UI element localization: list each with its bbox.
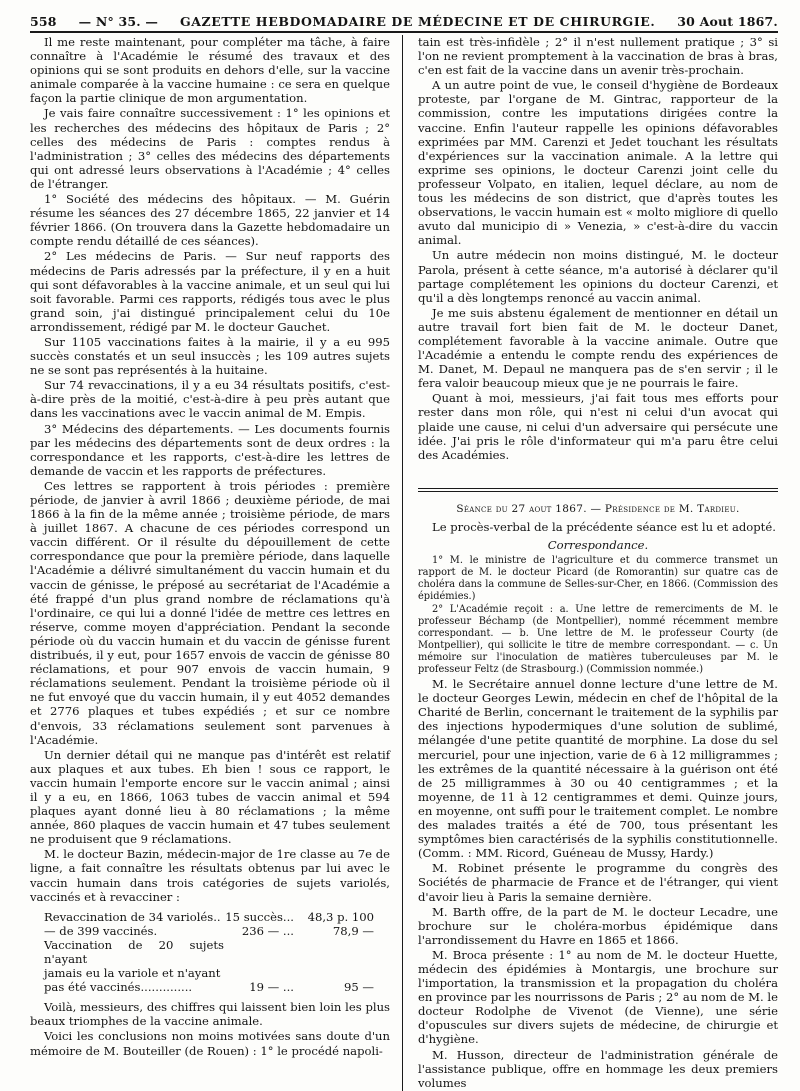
page-header <box>30 14 778 33</box>
vaccination-results-table <box>44 910 390 995</box>
paragraph: Il me reste maintenant, pour compléter ma tâche, à faire connaître à l'Académie le résumé des travaux et des opinions qui se sont produits en dehors d'elle, sur la vaccine animale comparée à la vaccine humaine : ce sera en quelque façon la partie clinique de mon argumentation. <box>30 35 390 106</box>
row-label: — de 399 vaccinés. <box>44 923 158 938</box>
paragraph: Voilà, messieurs, des chiffres qui laissent bien loin les plus beaux triomphes de la vaccine animale. <box>30 1000 390 1029</box>
columns <box>30 35 778 1091</box>
paragraph: Sur 1105 vaccinations faites à la mairie, il y a eu 995 succès constatés et un seul insuccès ; les 109 autres sujets ne se sont pas représentés à la huitaine. <box>30 334 390 378</box>
row-rate: 48,3 p. 100 <box>307 909 374 924</box>
correspondance-list <box>418 555 778 676</box>
paragraph: Voici les conclusions non moins motivées sans doute d'un mémoire de M. Bouteiller (de Rouen) : 1° le procédé napoli- <box>30 1029 390 1058</box>
paragraph: Ces lettres se rapportent à trois périodes : première période, de janvier à avril 1866 ; deuxième période, de mai 1866 à la fin de la même année ; troisième période, de mars à juillet 1867. A chacune de ces périodes correspond un vaccin différent. Or il résulte du dépouillement de cette correspondance que pour la première période, dans laquelle l'Académie a délivré simultanément du vaccin humain et du vaccin de génisse, le préposé au secrétariat de l'Académie a été frappé d'un plus grand nombre de réclamations qu'à l'ordinaire, ce qui lui a donné l'idée de mettre ces lettres en réserve, comme moyen d'appréciation. Pendant la seconde période où du vaccin humain et du vaccin de génisse furent distribués, il y eut, pour 1657 envois de vaccin de génisse 80 réclamations, et pour 907 envois de vaccin humain, 9 réclamations seulement. Pendant la troisième période où il ne fut envoyé que du vaccin humain, il y eut 4052 demandes et 2776 plaques et tubes expédiés ; et sur ce nombre d'envois, 33 réclamations seulement sont parvenues à l'Académie. <box>30 478 390 747</box>
row-label: Vaccination de 20 sujets n'ayant <box>44 937 224 966</box>
row-count: 236 — ... <box>241 923 294 938</box>
table-row <box>44 980 390 994</box>
table-row <box>44 938 390 966</box>
paragraph: M. Barth offre, de la part de M. le docteur Lecadre, une brochure sur le choléra-morbus épidémique dans l'arrondissement du Havre en 1865 et 1866. <box>418 904 778 947</box>
row-rate: 95 — <box>343 980 374 995</box>
correspondance-item: 1° M. le ministre de l'agriculture et du commerce transmet un rapport de M. le docteur Picard (de Romorantin) sur quatre cas de choléra dans la commune de Selles-sur-Cher, en 1866. (Commission des épidémies.) <box>418 555 778 603</box>
paragraph: M. le Secrétaire annuel donne lecture d'une lettre de M. le docteur Georges Lewin, médecin en chef de l'hôpital de la Charité de Berlin, concernant le traitement de la syphilis par des injections hypodermiques d'une solution de sublimé, mélangée d'une petite quantité de morphine. La dose du sel mercuriel, pour une injection, varie de 6 à 12 milligrammes ; les extrêmes de la quantité nécessaire à la guérison ont été de 25 milligrammes à 30 ou 40 centigrammes ; et la moyenne, de 11 à 12 centigrammes et demi. Quinze jours, en moyenne, ont suffi pour le traitement complet. Le nombre des malades traités a été de 700, tous présentant les symptômes bien caractérisés de la syphilis constitutionnelle. (Comm. : MM. Ricord, Guéneau de Mussy, Hardy.) <box>418 677 778 861</box>
row-label: Revaccination de 34 variolés.. <box>44 909 221 924</box>
row-count <box>224 966 294 980</box>
page-number: 558 <box>30 14 57 29</box>
paragraph: 3° Médecins des départements. — Les documents fournis par les médecins des départements sont de deux ordres : la correspondance et les rapports, c'est-à-dire les lettres de demande de vaccin et les rapports de préfectures. <box>30 421 390 478</box>
table-row <box>44 910 390 924</box>
paragraph: M. Robinet présente le programme du congrès des Sociétés de pharmacie de France et de l'étranger, qui vient d'avoir lieu à Paris la semaine dernière. <box>418 861 778 904</box>
correspondance-item: 2° L'Académie reçoit : a. Une lettre de remerciments de M. le professeur Béchamp (de Montpellier), nommé récemment membre correspondant. — b. Une lettre de M. le professeur Courty (de Montpellier), qui sollicite le titre de membre correspondant. — c. Un mémoire sur l'inoculation de matières tuberculeuses par M. le professeur Feltz (de Strasbourg.) (Commission nommée.) <box>418 604 778 676</box>
proces-verbal: Le procès-verbal de la précédente séance est lu et adopté. <box>432 519 776 534</box>
paragraph: A un autre point de vue, le conseil d'hygiène de Bordeaux proteste, par l'organe de M. Gintrac, rapporteur de la commission, contre les imputations dirigées contre la vaccine. Enfin l'auteur rappelle les opinions défavorables exprimées par MM. Carenzi et Jedet touchant les résultats d'expériences sur la vaccination animale. A la lettre qui exprime ses opinions, le docteur Carenzi joint celle du professeur Volpato, en italien, lequel déclare, au nom de tous les médecins de son district, que d'après toutes les observations, le vaccin humain est « molto migliore di quello avuto dal municipio di » Venezia, » c'est-à-dire du vaccin animal. <box>418 78 778 248</box>
row-count <box>224 938 294 966</box>
paragraph: Quant à moi, messieurs, j'ai fait tous mes efforts pour rester dans mon rôle, qui n'est ni celui d'un avocat qui plaide une cause, ni celui d'un adversaire qui persécute une idée. J'ai pris le rôle d'informateur qui m'a paru être celui des Académies. <box>418 391 778 462</box>
paragraph: Je vais faire connaître successivement : 1° les opinions et les recherches des médecins des hôpitaux de Paris ; 2° celles des médecins de Paris : comptes rendus à l'administration ; 3° celles des médecins des départements qui ont adressé leurs observations à l'Académie ; 4° celles de l'étranger. <box>30 106 390 191</box>
paragraph: 2° Les médecins de Paris. — Sur neuf rapports des médecins de Paris adressés par la préfecture, il y en a huit qui sont défavorables à la vaccine animale, et un seul qui lui soit favorable. Parmi ces rapports, rédigés tous avec le plus grand soin, j'ai distingué principalement celui du 10e arrondissement, rédigé par M. le docteur Gauchet. <box>30 249 390 334</box>
row-count: 15 succès... <box>225 909 294 924</box>
section-divider <box>418 488 778 492</box>
paragraph: M. Broca présente : 1° au nom de M. le docteur Huette, médecin des épidémies à Montargis, une brochure sur l'importation, la transmission et la propagation du choléra en province par les nourrissons de Paris ; 2° au nom de M. le docteur Rodolphe de Vivenot (de Vienne), une série d'opuscules sur divers sujets de médecine, de chirurgie et d'hygiène. <box>418 947 778 1047</box>
row-label: jamais eu la variole et n'ayant <box>44 966 221 981</box>
row-rate: 78,9 — <box>332 923 374 938</box>
paragraph: Sur 74 revaccinations, il y a eu 34 résultats positifs, c'est-à-dire près de la moitié, c'est-à-dire à peu près autant que dans les vaccinations avec le vaccin animal de M. Empis. <box>30 378 390 421</box>
right-column <box>408 35 778 1091</box>
table-row <box>44 924 390 938</box>
row-label: pas été vaccinés.............. <box>44 980 193 995</box>
seance-heading: Séance du 27 aout 1867. — Présidence de M. Tardieu. <box>456 502 740 515</box>
paragraph: M. Husson, directeur de l'administration générale de l'assistance publique, offre en hommage les deux premiers volumes <box>418 1047 778 1090</box>
table-row <box>44 966 390 980</box>
issue-date: 30 Aout 1867. <box>677 14 778 29</box>
paragraph: Je me suis abstenu également de mentionner en détail un autre travail fort bien fait de M. le docteur Danet, complétement favorable à la vaccine animale. Outre que l'Académie a entendu le compte rendu des expériences de M. Danet, M. Depaul ne manquera pas de s'en servir ; il le fera valoir beaucoup mieux que je ne pourrais le faire. <box>418 305 778 391</box>
row-count: 19 — ... <box>249 980 294 995</box>
paragraph: Un dernier détail qui ne manque pas d'intérêt est relatif aux plaques et aux tubes. Eh bien ! sous ce rapport, le vaccin humain l'emporte encore sur le vaccin animal ; ainsi il y a eu, en 1866, 1063 tubes de vaccin animal et 594 plaques ayant donné lieu à 80 réclamations ; la même année, 860 plaques de vaccin humain et 47 tubes seulement ne produisent que 9 réclamations. <box>30 747 390 847</box>
row-rate <box>294 966 374 980</box>
correspondance-heading: Correspondance. <box>547 538 649 552</box>
journal-title: GAZETTE HEBDOMADAIRE DE MÉDECINE ET DE CHIRURGIE. <box>179 14 656 29</box>
left-column <box>30 35 403 1091</box>
paragraph: M. le docteur Bazin, médecin-major de 1re classe au 7e de ligne, a fait connaître les résultats obtenus par lui avec le vaccin humain dans trois catégories de sujets variolés, vaccinés et à revacciner : <box>30 847 390 904</box>
paragraph: 1° Société des médecins des hôpitaux. — M. Guérin résume les séances des 27 décembre 1865, 22 janvier et 14 février 1866. (On trouvera dans la Gazette hebdomadaire un compte rendu détaillé de ces séances). <box>30 192 390 249</box>
paragraph: Un autre médecin non moins distingué, M. le docteur Parola, présent à cette séance, m'a autorisé à déclarer qu'il partage complétement les opinions du docteur Carenzi, et qu'il a dès longtemps renoncé au vaccin animal. <box>418 248 778 305</box>
paragraph: tain est très-infidèle ; 2° il n'est nullement pratique ; 3° si l'on ne revient promptement à la vaccination de bras à bras, c'en est fait de la vaccine dans un avenir très-prochain. <box>418 35 778 78</box>
row-rate <box>294 938 374 966</box>
issue-number: — N° 35. — <box>78 14 159 29</box>
